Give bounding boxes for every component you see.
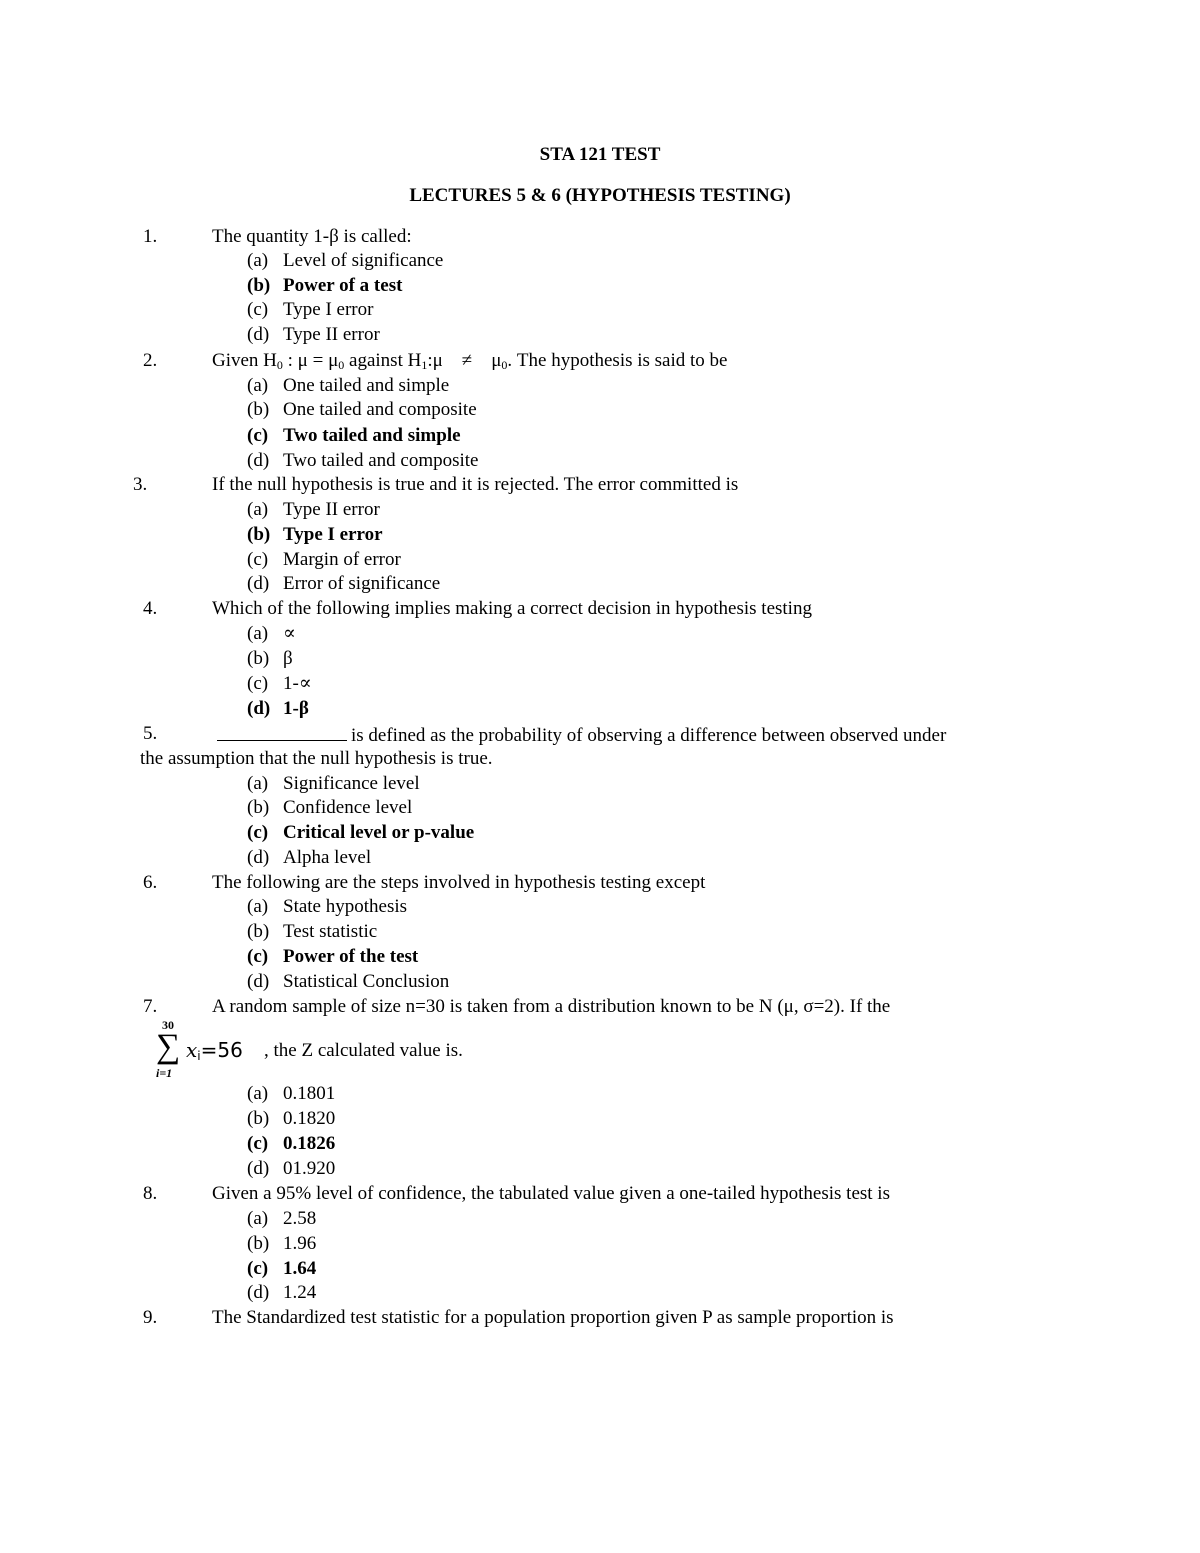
- question-number: 2.: [143, 350, 158, 371]
- option: (c) Type I error: [247, 299, 374, 320]
- option: (a) One tailed and simple: [247, 375, 450, 396]
- option-answer: (b) Power of a test: [247, 275, 403, 296]
- option-answer: (c) Two tailed and simple: [247, 425, 461, 446]
- option: (b) 0.1820: [247, 1108, 336, 1129]
- question-number: 5.: [143, 723, 158, 744]
- option: (b) β: [247, 648, 293, 669]
- question-text: is defined as the probability of observing a difference between observed under: [217, 722, 946, 748]
- option: (d) Type II error: [247, 324, 380, 345]
- option: (d) Error of significance: [247, 573, 441, 594]
- option: (b) Test statistic: [247, 921, 378, 942]
- option-answer: (b) Type I error: [247, 524, 383, 545]
- option: (d) 1.24: [247, 1282, 317, 1303]
- question-text: The quantity 1-β is called:: [212, 226, 412, 247]
- page-subtitle: LECTURES 5 & 6 (HYPOTHESIS TESTING): [409, 185, 791, 206]
- question-text: The following are the steps involved in hypothesis testing except: [212, 872, 706, 893]
- option: (a) Type II error: [247, 499, 380, 520]
- option: (b) Confidence level: [247, 797, 413, 818]
- question-text: Given $H_0$ : $\mu = \mu_0$ against $H_1:\mu$ ≠ $\mu_0$. The hypothesis is said to be: [212, 350, 728, 372]
- option: (a) Level of significance: [247, 250, 444, 271]
- option-answer: (c) Power of the test: [247, 946, 419, 967]
- option: (d) Alpha level: [247, 847, 372, 868]
- question-number: 4.: [143, 598, 158, 619]
- option-answer: (c) Critical level or p-value: [247, 822, 475, 843]
- option: (a) 0.1801: [247, 1083, 336, 1104]
- question-number: 3.: [133, 474, 148, 495]
- option-answer: (c) 1.64: [247, 1258, 317, 1279]
- option: (b) One tailed and composite: [247, 399, 477, 420]
- option: (a) Significance level: [247, 773, 420, 794]
- question-number: 1.: [143, 226, 158, 247]
- option: (a) 2.58: [247, 1208, 317, 1229]
- question-text: A random sample of size n=30 is taken from a distribution known to be N (μ, σ=2). If the: [212, 996, 891, 1017]
- question-text: The Standardized test statistic for a population proportion given P as sample proportion is: [212, 1307, 894, 1328]
- question-text: Given a 95% level of confidence, the tabulated value given a one-tailed hypothesis test is: [212, 1183, 890, 1204]
- option: (d) 01.920: [247, 1158, 336, 1179]
- question-number: 9.: [143, 1307, 158, 1328]
- question-number: 7.: [143, 996, 158, 1017]
- option: (d) Two tailed and composite: [247, 450, 479, 471]
- option: (b) 1.96: [247, 1233, 317, 1254]
- option-answer: (d) 1-β: [247, 698, 309, 719]
- question-number: 8.: [143, 1183, 158, 1204]
- option: (c) 1-∝: [247, 673, 312, 694]
- option-answer: (c) 0.1826: [247, 1133, 336, 1154]
- question-text: Which of the following implies making a correct decision in hypothesis testing: [212, 598, 812, 619]
- question-text: If the null hypothesis is true and it is rejected. The error committed is: [212, 474, 739, 495]
- question-text-continued: the assumption that the null hypothesis is true.: [140, 748, 493, 769]
- fill-blank: [217, 722, 347, 741]
- option: (d) Statistical Conclusion: [247, 971, 450, 992]
- question-number: 6.: [143, 872, 158, 893]
- question-text-continued: , the Z calculated value is.: [264, 1040, 463, 1061]
- page-title: STA 121 TEST: [539, 144, 661, 165]
- option: (a) ∝: [247, 623, 296, 644]
- option: (c) Margin of error: [247, 549, 401, 570]
- option: (a) State hypothesis: [247, 896, 408, 917]
- summation-formula: 30 ∑ i=1 $x_i=56$: [156, 1018, 243, 1080]
